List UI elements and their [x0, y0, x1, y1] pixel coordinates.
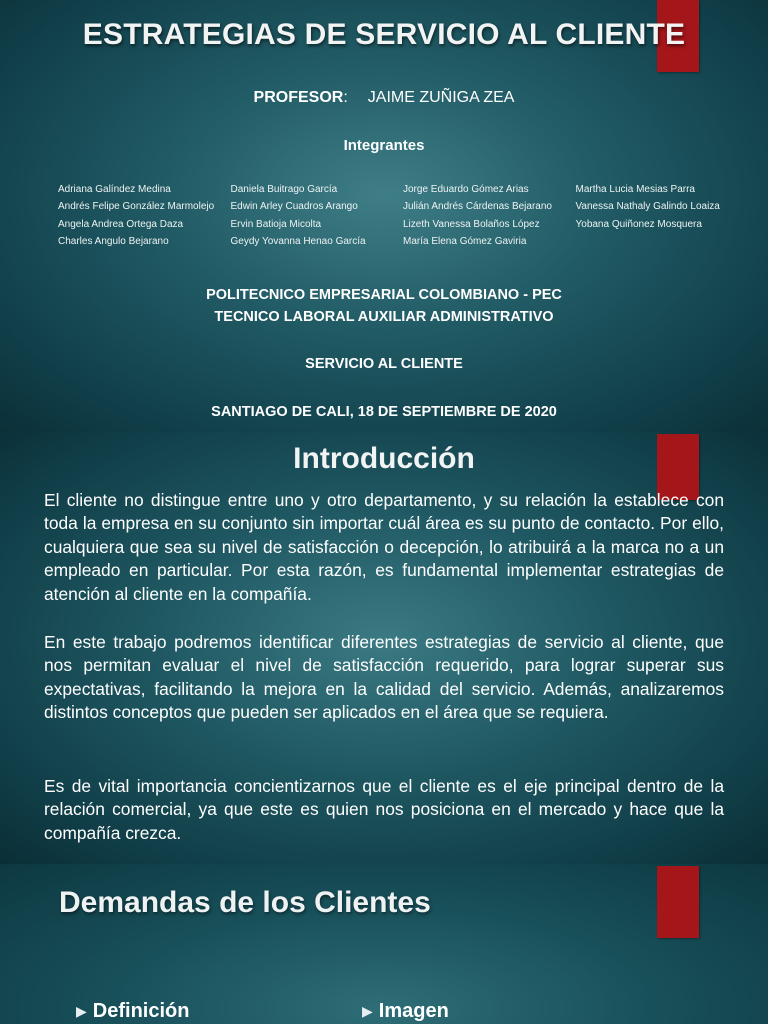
introduction-title: Introducción — [293, 442, 475, 475]
member-name: Martha Lucia Mesias Parra — [575, 184, 695, 195]
members-heading: Integrantes — [343, 137, 425, 154]
members-column — [403, 181, 576, 250]
intro-paragraph: El cliente no distingue entre uno y otro departamento, y su relación la establece con toda la empresa en su conjunto sin importar cuál área es su punto de contacto. Por ello, cualquiera que sea su nivel de satisfacción o decepción, lo atribuirá a la marca no a un empleado en particular. Por esta razón, es fundamental implementar estrategias de atención al cliente en la compañía. — [44, 490, 724, 604]
bullet-definition — [76, 1000, 189, 1023]
member-name: Ervin Batioja Micolta — [230, 218, 322, 230]
members-column — [231, 181, 404, 250]
professor-line — [0, 89, 768, 107]
member-name: María Elena Gómez Gaviria — [403, 235, 527, 247]
member-name: Lizeth Vanessa Bolaños López — [403, 218, 540, 230]
member-name: Julián Andrés Cárdenas Bejarano — [403, 201, 552, 213]
triangle-right-icon: ▶ — [76, 1003, 87, 1019]
members-column — [58, 181, 231, 250]
bullet-label: Imagen — [378, 1000, 449, 1022]
member-name: Daniela Buitrago García — [230, 184, 338, 195]
member-name: Adriana Galíndez Medina — [58, 184, 171, 195]
member-name: Yobana Quiñonez Mosquera — [575, 218, 702, 230]
title-slide — [0, 0, 768, 432]
member-name: Andrés Felipe González Marmolejo — [58, 201, 215, 213]
professor-name: JAIME ZUÑIGA ZEA — [367, 89, 515, 106]
triangle-right-icon: ▶ — [362, 1003, 373, 1019]
member-name: Charles Angulo Bejarano — [58, 235, 169, 247]
professor-label: PROFESOR — [253, 89, 344, 106]
bullet-image — [362, 1000, 449, 1023]
intro-paragraph: Es de vital importancia concientizarnos que el cliente es el eje principal dentro de la relación comercial, ya que este es quien nos posiciona en el mercado y hace que la compañía crezca. — [44, 776, 724, 843]
intro-paragraph: En este trabajo podremos identificar diferentes estrategias de servicio al cliente, que nos permitan evaluar el nivel de satisfacción requerido, para lograr superar sus expectativas, facilitando la mejora en la calidad del servicio. Además, analizaremos distintos conceptos que pueden ser aplicados en el área que se requiera. — [44, 632, 724, 723]
member-name: Edwin Arley Cuadros Arango — [230, 201, 358, 213]
member-name: Vanessa Nathaly Galindo Loaiza — [575, 201, 720, 213]
institution-name: POLITECNICO EMPRESARIAL COLOMBIANO - PEC — [206, 287, 562, 303]
bullet-label: Definición — [92, 1000, 190, 1022]
place-date: SANTIAGO DE CALI, 18 DE SEPTIEMBRE DE 2020 — [211, 404, 557, 420]
presentation-title: ESTRATEGIAS DE SERVICIO AL CLIENTE — [82, 18, 686, 51]
member-name: Jorge Eduardo Gómez Arias — [403, 184, 529, 195]
red-accent-bar — [657, 866, 699, 938]
member-name: Angela Andrea Ortega Daza — [58, 218, 184, 230]
course-name: SERVICIO AL CLIENTE — [305, 356, 463, 372]
members-grid — [58, 181, 758, 250]
member-name: Geydy Yovanna Henao García — [230, 235, 366, 247]
professor-separator: : — [343, 89, 348, 106]
demands-title: Demandas de los Clientes — [59, 886, 431, 919]
members-column — [576, 181, 749, 250]
program-name: TECNICO LABORAL AUXILIAR ADMINISTRATIVO — [214, 309, 554, 325]
